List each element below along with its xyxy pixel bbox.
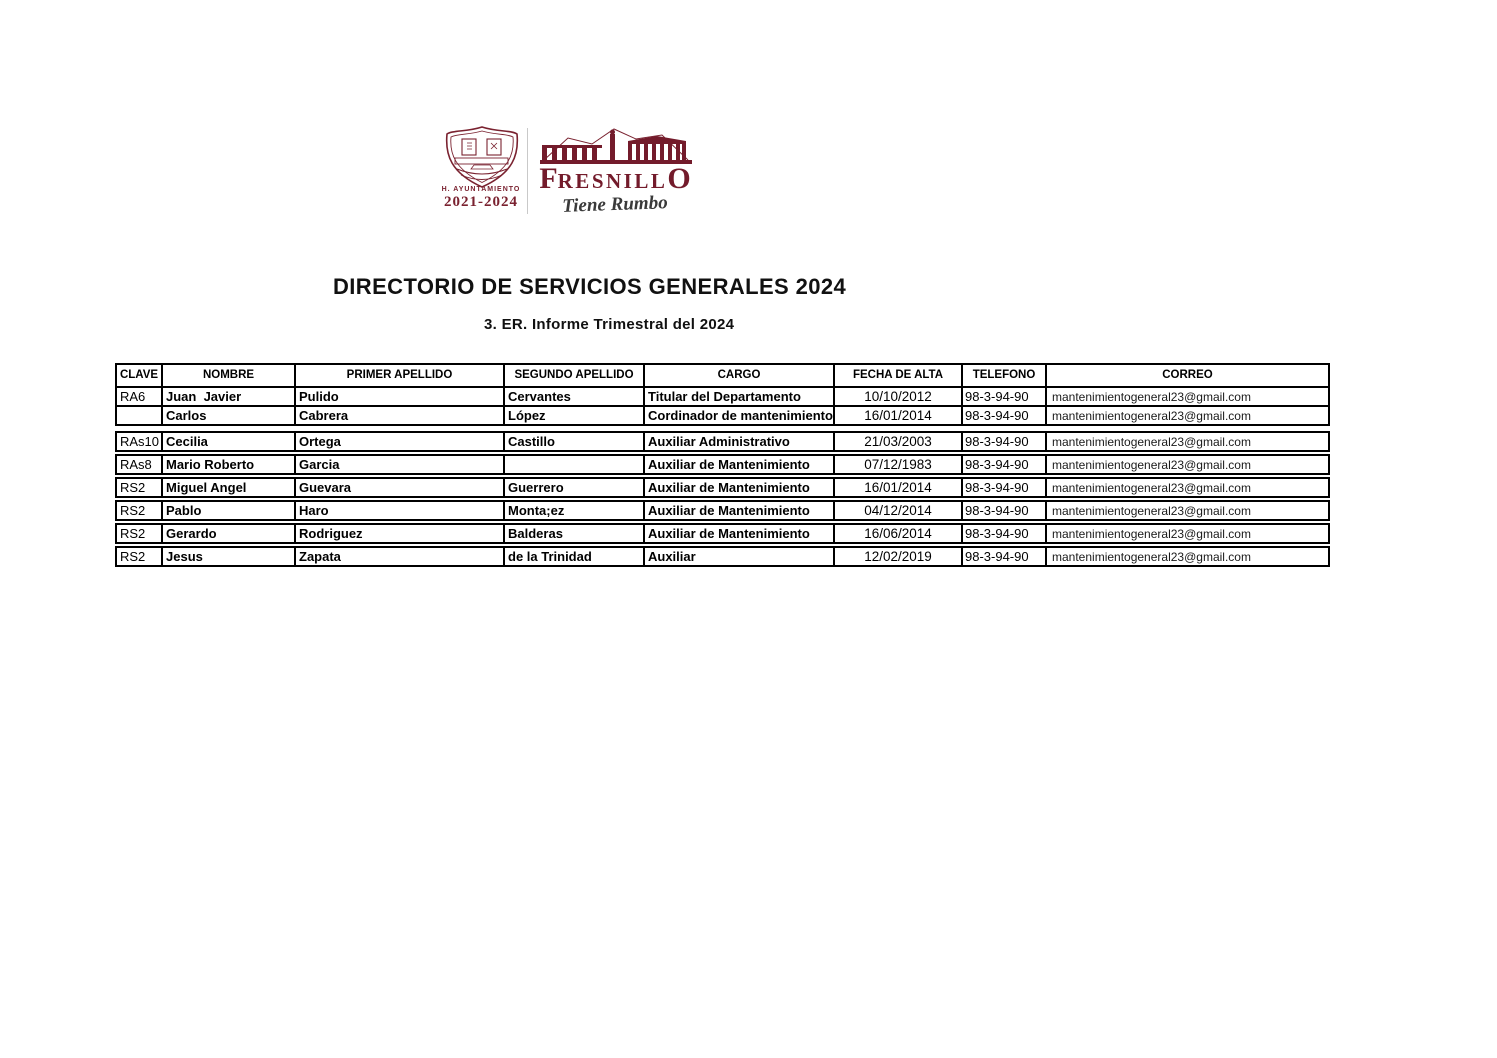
wordmark-middle: RESNILL [557, 169, 668, 193]
logo [438, 122, 708, 227]
cell-nombre: Miguel Angel [163, 479, 296, 496]
cell-cargo: Auxiliar de Mantenimiento [645, 456, 835, 473]
cell-nombre: Mario Roberto [163, 456, 296, 473]
cell-fecha-de-alta: 10/10/2012 [835, 388, 963, 405]
table-header-row [117, 365, 1328, 388]
cell-primer-apellido: Cabrera [296, 407, 505, 424]
cell-segundo-apellido: Balderas [505, 525, 645, 542]
table-row [117, 388, 1328, 407]
cell-nombre: Cecilia [163, 433, 296, 450]
cell-primer-apellido: Garcia [296, 456, 505, 473]
column-header-primer-apellido: PRIMER APELLIDO [296, 365, 505, 386]
cell-telefono: 98-3-94-90 [963, 407, 1047, 424]
cell-telefono: 98-3-94-90 [963, 433, 1047, 450]
cell-clave: RS2 [117, 479, 163, 496]
crest-caption-line1: H. AYUNTAMIENTO [441, 186, 521, 193]
cell-primer-apellido: Pulido [296, 388, 505, 405]
cell-correo: mantenimientogeneral23@gmail.com [1052, 389, 1251, 404]
cell-segundo-apellido: Cervantes [505, 388, 645, 405]
table-row [115, 431, 1330, 452]
cell-correo: mantenimientogeneral23@gmail.com [1052, 526, 1251, 541]
cell-nombre: Pablo [163, 502, 296, 519]
cell-primer-apellido: Ortega [296, 433, 505, 450]
cell-fecha-de-alta: 16/01/2014 [835, 479, 963, 496]
cell-nombre: Carlos [163, 407, 296, 424]
directory-table [115, 363, 1330, 567]
cell-clave: RS2 [117, 502, 163, 519]
table-row [115, 477, 1330, 498]
crest-caption [426, 186, 536, 210]
column-header-cargo: CARGO [645, 365, 835, 386]
cell-fecha-de-alta: 16/06/2014 [835, 525, 963, 542]
cell-clave: RS2 [117, 525, 163, 542]
cell-primer-apellido: Zapata [296, 548, 505, 565]
logo-divider [527, 128, 528, 214]
cell-clave [117, 407, 163, 424]
column-header-correo: CORREO [1162, 368, 1213, 381]
crest-icon [441, 125, 523, 189]
table-row [115, 546, 1330, 567]
cell-fecha-de-alta: 07/12/1983 [835, 456, 963, 473]
cell-segundo-apellido: López [505, 407, 645, 424]
table-row [115, 500, 1330, 521]
cell-correo: mantenimientogeneral23@gmail.com [1052, 480, 1251, 495]
page-title: DIRECTORIO DE SERVICIOS GENERALES 2024 [333, 274, 847, 299]
cell-nombre: Jesus [163, 548, 296, 565]
cell-clave: RAs10 [117, 433, 163, 450]
cell-segundo-apellido: Monta;ez [505, 502, 645, 519]
brand-tagline: Tiene Rumbo [561, 192, 669, 217]
cell-cargo: Auxiliar [645, 548, 835, 565]
column-header-fecha-de-alta: FECHA DE ALTA [835, 365, 963, 386]
cell-segundo-apellido: Castillo [505, 433, 645, 450]
cell-clave: RS2 [117, 548, 163, 565]
cell-fecha-de-alta: 12/02/2019 [835, 548, 963, 565]
cell-nombre: Gerardo [163, 525, 296, 542]
cell-correo: mantenimientogeneral23@gmail.com [1052, 503, 1251, 518]
cell-clave: RA6 [117, 388, 163, 405]
cell-cargo: Auxiliar de Mantenimiento [645, 525, 835, 542]
cell-correo: mantenimientogeneral23@gmail.com [1052, 434, 1251, 449]
cell-telefono: 98-3-94-90 [963, 525, 1047, 542]
cell-correo: mantenimientogeneral23@gmail.com [1052, 457, 1251, 472]
cell-telefono: 98-3-94-90 [963, 388, 1047, 405]
cell-cargo: Auxiliar Administrativo [645, 433, 835, 450]
column-header-nombre: NOMBRE [163, 365, 296, 386]
cell-correo: mantenimientogeneral23@gmail.com [1052, 549, 1251, 564]
cell-primer-apellido: Guevara [296, 479, 505, 496]
cell-primer-apellido: Rodriguez [296, 525, 505, 542]
cell-cargo: Cordinador de mantenimiento [645, 407, 835, 424]
cell-telefono: 98-3-94-90 [963, 548, 1047, 565]
column-header-clave: CLAVE [117, 365, 163, 386]
table-body [115, 431, 1330, 567]
cell-segundo-apellido [505, 456, 645, 473]
cell-primer-apellido: Haro [296, 502, 505, 519]
cell-correo: mantenimientogeneral23@gmail.com [1052, 408, 1251, 423]
cell-clave: RAs8 [117, 456, 163, 473]
cell-nombre: Juan Javier [163, 388, 296, 405]
cell-segundo-apellido: de la Trinidad [505, 548, 645, 565]
table-header-block [115, 363, 1330, 426]
crest-caption-line2: 2021-2024 [444, 194, 518, 210]
cell-cargo: Titular del Departamento [645, 388, 835, 405]
cell-cargo: Auxiliar de Mantenimiento [645, 502, 835, 519]
cell-cargo: Auxiliar de Mantenimiento [645, 479, 835, 496]
wordmark-last-letter: O [667, 162, 691, 195]
cell-segundo-apellido: Guerrero [505, 479, 645, 496]
table-row [115, 523, 1330, 544]
cell-telefono: 98-3-94-90 [963, 502, 1047, 519]
cell-telefono: 98-3-94-90 [963, 479, 1047, 496]
cell-fecha-de-alta: 16/01/2014 [835, 407, 963, 424]
column-header-telefono: TELEFONO [963, 365, 1047, 386]
cell-fecha-de-alta: 04/12/2014 [835, 502, 963, 519]
column-header-segundo-apellido: SEGUNDO APELLIDO [505, 365, 645, 386]
table-row [117, 407, 1328, 424]
table-row [115, 454, 1330, 475]
brand-wordmark [537, 162, 693, 196]
wordmark-first-letter: F [539, 162, 558, 195]
cell-fecha-de-alta: 21/03/2003 [835, 433, 963, 450]
page-subtitle: 3. ER. Informe Trimestral del 2024 [484, 316, 735, 333]
cell-telefono: 98-3-94-90 [963, 456, 1047, 473]
